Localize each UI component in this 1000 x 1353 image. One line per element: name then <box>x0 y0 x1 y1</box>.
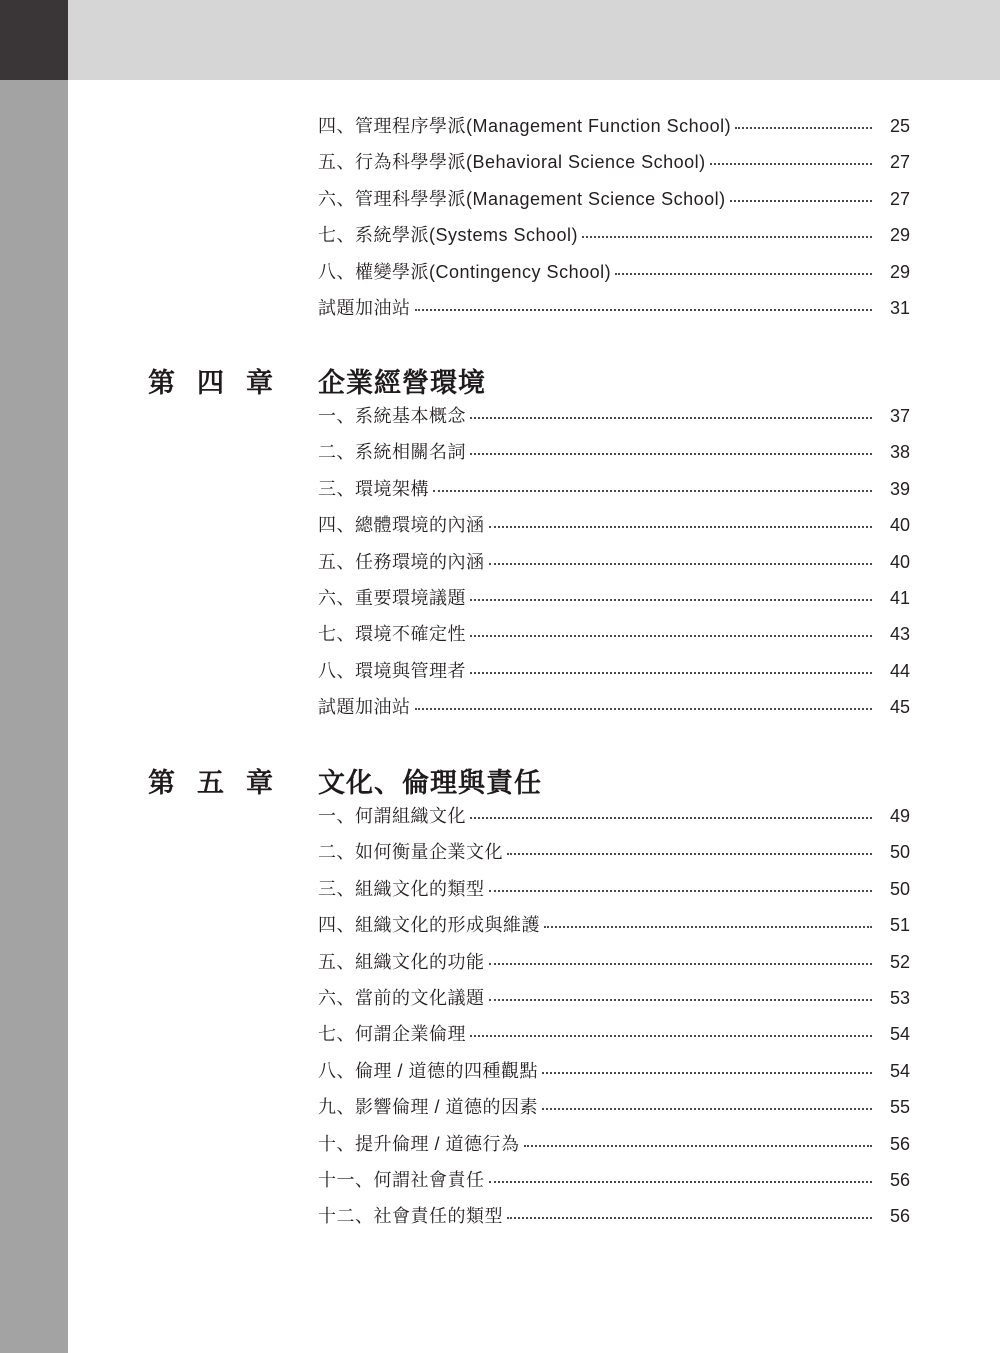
dot-leader <box>470 672 872 674</box>
toc-entry[interactable] <box>318 656 910 686</box>
chapter-heading <box>148 358 486 402</box>
dot-leader <box>710 163 872 165</box>
toc-entry-title: 試題加油站 <box>318 298 411 318</box>
toc-page-number: 40 <box>889 515 910 536</box>
toc-entry-title: 六、重要環境議題 <box>318 588 466 608</box>
toc-entry-title: 四、總體環境的內涵 <box>318 515 485 536</box>
toc-entry[interactable] <box>318 547 910 577</box>
chapter-number: 第五章 <box>148 767 295 799</box>
toc-entry[interactable] <box>318 184 910 214</box>
toc-page-number: 43 <box>889 624 910 645</box>
toc-entry-title: 六、管理科學學派(Management Science School) <box>318 188 726 209</box>
toc-entry-title: 八、倫理 / 道德的四種觀點 <box>318 1060 539 1081</box>
dot-leader <box>507 853 872 855</box>
toc-entry[interactable] <box>318 111 910 141</box>
dot-leader <box>489 890 873 892</box>
toc-entry-title: 試題加油站 <box>318 697 411 718</box>
toc-entry[interactable] <box>318 510 910 540</box>
toc-page-number: 39 <box>889 478 910 499</box>
toc-entry-title: 八、權變學派(Contingency School) <box>318 261 612 282</box>
page-header-band <box>68 0 1000 80</box>
toc-entry[interactable] <box>318 1056 910 1086</box>
dot-leader <box>542 1072 872 1074</box>
toc-entry-title: 十一、何謂社會責任 <box>318 1170 485 1190</box>
toc-page-number: 27 <box>889 152 910 173</box>
toc-entry-title: 一、系統基本概念 <box>318 406 466 426</box>
toc-entry-title: 一、何謂組織文化 <box>318 806 466 826</box>
toc-entry[interactable] <box>318 1201 910 1231</box>
toc-entry-title: 七、系統學派(Systems School) <box>318 225 579 246</box>
toc-page-number: 52 <box>889 951 910 972</box>
toc-page-number: 51 <box>889 915 910 936</box>
toc-entry-title: 九、影響倫理 / 道德的因素 <box>318 1097 539 1118</box>
dot-leader <box>470 453 872 455</box>
dot-leader <box>615 273 872 275</box>
dot-leader <box>415 708 873 710</box>
dot-leader <box>542 1108 872 1110</box>
dot-leader <box>470 599 872 601</box>
dot-leader <box>470 817 872 819</box>
dot-leader <box>544 926 872 928</box>
toc-entry[interactable] <box>318 837 910 867</box>
toc-entry-title: 二、如何衡量企業文化 <box>318 842 503 863</box>
toc-page-number: 54 <box>889 1024 910 1045</box>
page-corner-block <box>0 0 68 80</box>
toc-entry[interactable] <box>318 1092 910 1122</box>
toc-entry-title: 十二、社會責任的類型 <box>318 1206 503 1227</box>
toc-entry-title: 七、環境不確定性 <box>318 624 466 645</box>
toc-page-number: 27 <box>889 188 910 209</box>
dot-leader <box>730 200 872 202</box>
toc-entry[interactable] <box>318 220 910 250</box>
toc-entry[interactable] <box>318 801 910 831</box>
dot-leader <box>507 1217 872 1219</box>
toc-page-number: 25 <box>889 116 910 136</box>
toc-entry[interactable] <box>318 1165 910 1195</box>
chapter-title: 企業經營環境 <box>318 367 486 399</box>
dot-leader <box>489 526 873 528</box>
toc-entry[interactable] <box>318 983 910 1013</box>
chapter-title: 文化、倫理與責任 <box>318 767 542 799</box>
toc-page-number: 56 <box>889 1170 910 1190</box>
toc-page-number: 31 <box>889 298 910 318</box>
toc-entry[interactable] <box>318 1019 910 1049</box>
toc-entry[interactable] <box>318 910 910 940</box>
toc-entry[interactable] <box>318 437 910 467</box>
dot-leader <box>582 236 872 238</box>
dot-leader <box>433 490 872 492</box>
toc-page-number: 38 <box>889 442 910 463</box>
dot-leader <box>470 417 872 419</box>
dot-leader <box>470 635 872 637</box>
toc-entry-title: 四、組織文化的形成與維護 <box>318 915 540 936</box>
dot-leader <box>489 963 873 965</box>
toc-page-number: 50 <box>889 842 910 863</box>
toc-entry-title: 五、組織文化的功能 <box>318 951 485 972</box>
toc-page-number: 55 <box>889 1097 910 1118</box>
toc-entry-title: 八、環境與管理者 <box>318 660 466 681</box>
toc-page-number: 45 <box>889 697 910 718</box>
toc-entry-title: 六、當前的文化議題 <box>318 988 485 1008</box>
toc-entry-title: 五、任務環境的內涵 <box>318 551 485 572</box>
toc-page-number: 56 <box>889 1133 910 1154</box>
toc-entry[interactable] <box>318 947 910 977</box>
toc-entry[interactable] <box>318 257 910 287</box>
toc-page-number: 41 <box>889 588 910 608</box>
dot-leader <box>470 1035 872 1037</box>
dot-leader <box>524 1145 872 1147</box>
toc-entry[interactable] <box>318 1129 910 1159</box>
dot-leader <box>489 563 873 565</box>
toc-entry[interactable] <box>318 619 910 649</box>
toc-page-number: 54 <box>889 1060 910 1081</box>
toc-page-number: 49 <box>889 806 910 826</box>
toc-entry[interactable] <box>318 583 910 613</box>
toc-entry[interactable] <box>318 293 910 323</box>
dot-leader <box>415 309 873 311</box>
chapter-number: 第四章 <box>148 367 295 399</box>
toc-entry-title: 七、何謂企業倫理 <box>318 1024 466 1045</box>
toc-entry-title: 三、環境架構 <box>318 478 429 499</box>
toc-entry-title: 三、組織文化的類型 <box>318 878 485 899</box>
toc-page-number: 56 <box>889 1206 910 1227</box>
dot-leader <box>489 1181 873 1183</box>
toc-page-number: 50 <box>889 878 910 899</box>
toc-entry[interactable] <box>318 692 910 722</box>
page-side-band <box>0 80 68 1353</box>
toc-page-number: 29 <box>889 261 910 282</box>
toc-entry-title: 二、系統相關名詞 <box>318 442 466 463</box>
toc-page-number: 29 <box>889 225 910 246</box>
toc-entry[interactable] <box>318 401 910 431</box>
toc-entry[interactable] <box>318 147 910 177</box>
toc-entry-title: 四、管理程序學派(Management Function School) <box>318 116 732 136</box>
toc-page-number: 40 <box>889 551 910 572</box>
dot-leader <box>735 127 872 129</box>
toc-page-number: 37 <box>889 406 910 426</box>
dot-leader <box>489 999 873 1001</box>
toc-page-number: 53 <box>889 988 910 1008</box>
toc-entry-title: 五、行為科學學派(Behavioral Science School) <box>318 152 706 173</box>
toc-entry[interactable] <box>318 874 910 904</box>
toc-entry[interactable] <box>318 474 910 504</box>
toc-entry-title: 十、提升倫理 / 道德行為 <box>318 1133 520 1154</box>
toc-page-number: 44 <box>889 660 910 681</box>
chapter-heading <box>148 758 542 802</box>
